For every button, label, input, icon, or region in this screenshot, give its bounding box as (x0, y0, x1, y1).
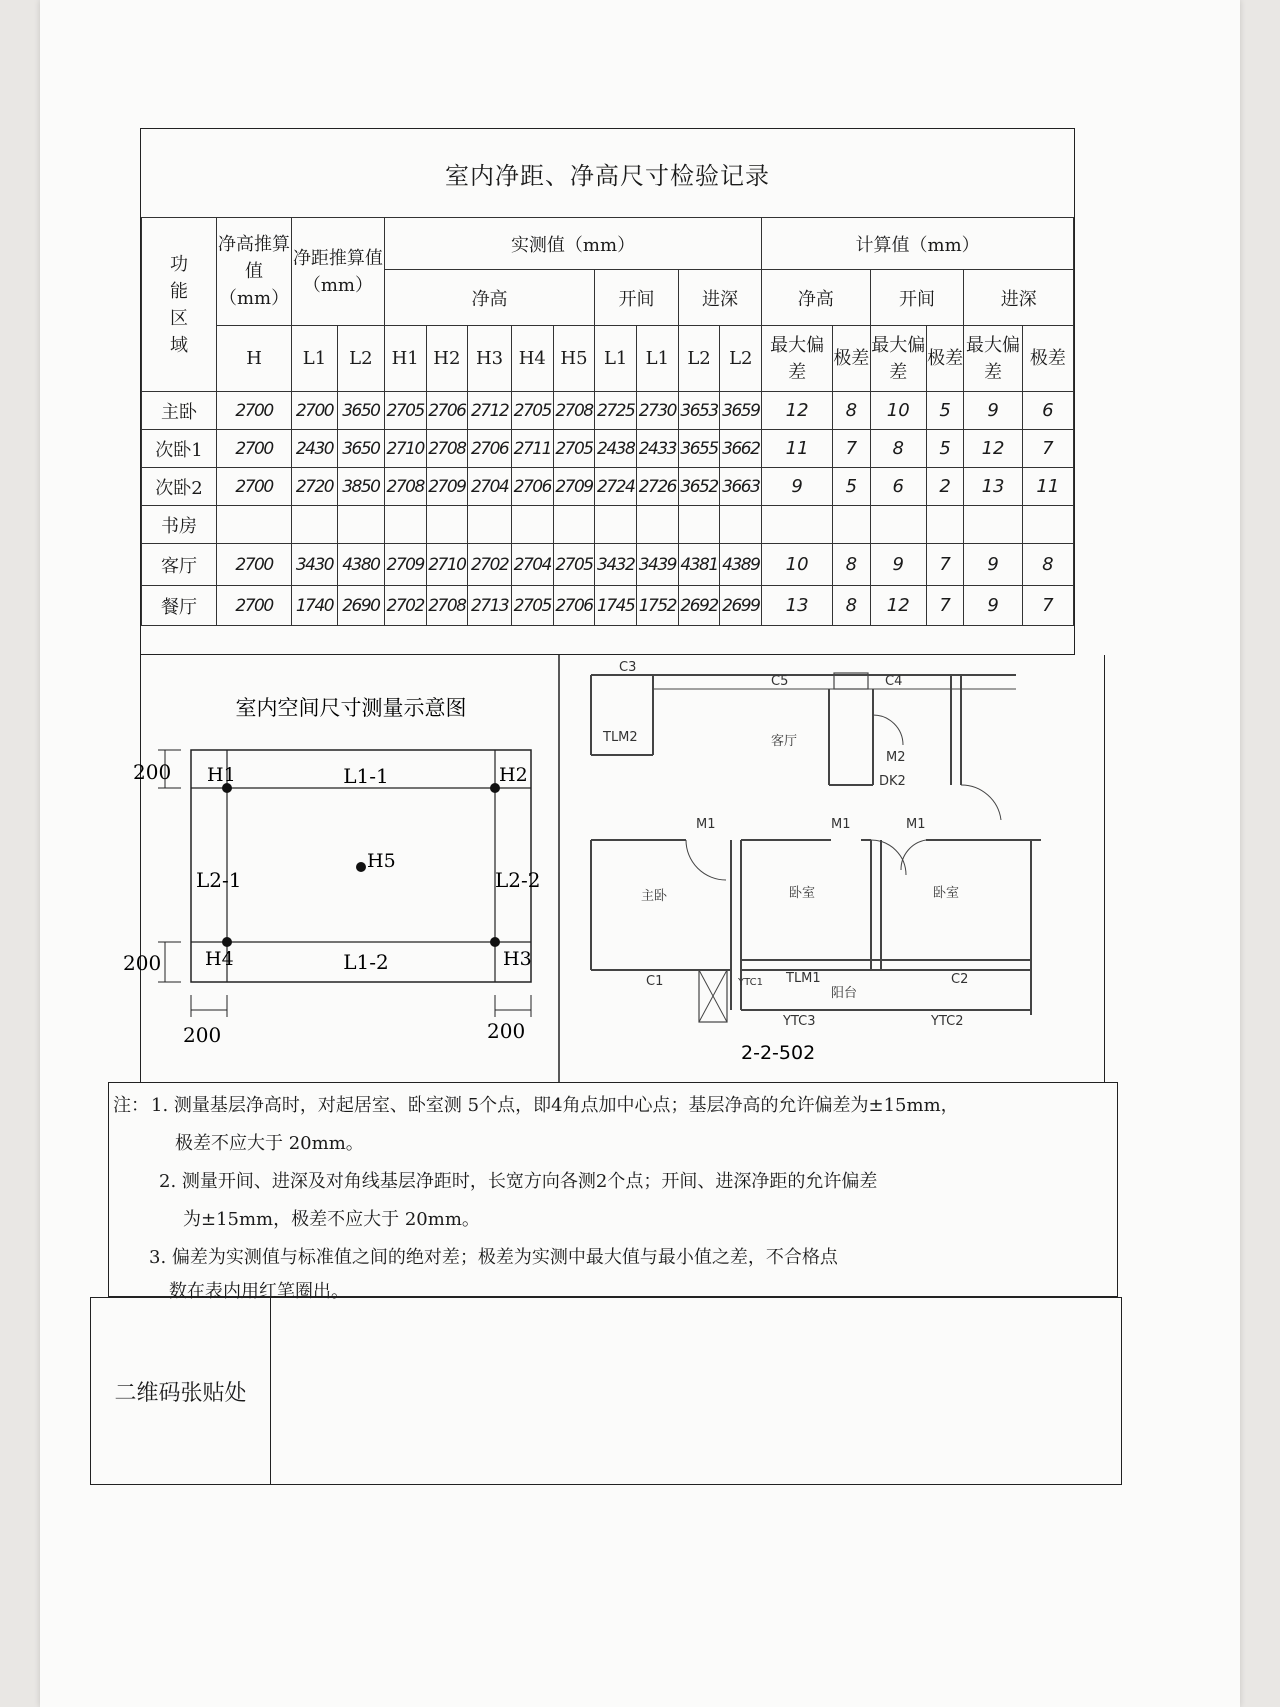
value-cell: 4381 (678, 544, 720, 586)
value-cell: 2708 (553, 392, 595, 430)
header-height-estimate: 净高推算值（mm） (217, 218, 292, 326)
value-cell (595, 506, 637, 544)
value-cell: 3432 (595, 544, 637, 586)
plan-label-c1: C1 (646, 974, 664, 989)
value-cell (762, 506, 833, 544)
value-cell (292, 506, 338, 544)
floor-plan (591, 673, 1041, 1022)
plan-label-balcony: 阳台 (831, 986, 858, 1001)
value-cell: 7 (1022, 430, 1073, 468)
form-title: 室内净距、净高尺寸检验记录 (141, 129, 1074, 218)
dim-200-bottom: 200 (123, 951, 162, 975)
table-row (142, 430, 1074, 468)
value-cell: 2709 (384, 544, 426, 586)
note-3a: 3. 偏差为实测值与标准值之间的绝对差；极差为实测中最大值与最小值之差，不合格点 (149, 1247, 838, 1268)
value-cell: 8 (833, 544, 871, 586)
label-l2-2: L2-2 (495, 868, 541, 892)
value-cell: 12 (870, 586, 926, 626)
value-cell (1022, 506, 1073, 544)
label-h5: H5 (367, 850, 396, 872)
plan-label-c4: C4 (885, 674, 903, 689)
value-cell (511, 506, 553, 544)
value-cell: 6 (870, 468, 926, 506)
label-l1-1: L1-1 (343, 764, 389, 788)
value-cell: 9 (762, 468, 833, 506)
value-cell: 2708 (384, 468, 426, 506)
qr-code-label: 二维码张贴处 (91, 1298, 271, 1484)
value-cell: 2706 (468, 430, 512, 468)
value-cell (384, 506, 426, 544)
plan-label-tlm2: TLM2 (603, 730, 638, 745)
header-range: 极差 (926, 326, 964, 392)
value-cell: 8 (870, 430, 926, 468)
value-cell: 7 (1022, 586, 1073, 626)
schematic-title: 室内空间尺寸测量示意图 (235, 696, 467, 720)
value-cell: 2705 (553, 544, 595, 586)
value-cell: 2705 (511, 586, 553, 626)
dim-200-top: 200 (133, 760, 172, 784)
plan-label-m1-b: M1 (831, 817, 851, 832)
table-row (142, 392, 1074, 430)
value-cell: 7 (926, 586, 964, 626)
code-cell: L1 (595, 326, 637, 392)
value-cell (217, 506, 292, 544)
value-cell: 2699 (720, 586, 762, 626)
value-cell: 2710 (426, 544, 468, 586)
header-calc-depth: 进深 (964, 270, 1074, 326)
header-max-deviation: 最大偏差 (870, 326, 926, 392)
value-cell (553, 506, 595, 544)
value-cell (337, 506, 384, 544)
label-h3: H3 (503, 948, 532, 970)
plan-label-ytc2: YTC2 (931, 1014, 964, 1029)
value-cell (964, 506, 1022, 544)
value-cell: 2706 (553, 586, 595, 626)
value-cell: 3653 (678, 392, 720, 430)
value-cell: 4380 (337, 544, 384, 586)
area-cell: 书房 (142, 506, 217, 544)
value-cell: 2720 (292, 468, 338, 506)
note-1b: 极差不应大于 20mm。 (175, 1133, 364, 1154)
label-h4: H4 (205, 948, 234, 970)
code-cell: H (217, 326, 292, 392)
diagram-section (123, 655, 1105, 1083)
dim-200-right: 200 (487, 1019, 526, 1043)
code-cell: H5 (553, 326, 595, 392)
value-cell: 7 (833, 430, 871, 468)
value-cell: 5 (833, 468, 871, 506)
value-cell: 9 (870, 544, 926, 586)
value-cell: 2708 (426, 586, 468, 626)
value-cell: 10 (762, 544, 833, 586)
value-cell: 2700 (217, 392, 292, 430)
value-cell: 2690 (337, 586, 384, 626)
plan-label-master: 主卧 (641, 889, 668, 904)
table-row (142, 468, 1074, 506)
area-cell: 客厅 (142, 544, 217, 586)
value-cell: 11 (1022, 468, 1073, 506)
header-range: 极差 (1022, 326, 1073, 392)
code-cell: L2 (678, 326, 720, 392)
value-cell: 13 (964, 468, 1022, 506)
value-cell: 2704 (511, 544, 553, 586)
note-2b: 为±15mm，极差不应大于 20mm。 (183, 1209, 480, 1230)
value-cell: 3659 (720, 392, 762, 430)
plan-unit-number: 2-2-502 (741, 1042, 816, 1064)
value-cell: 2709 (553, 468, 595, 506)
value-cell: 2700 (217, 468, 292, 506)
header-range: 极差 (833, 326, 871, 392)
value-cell: 2700 (217, 430, 292, 468)
value-cell: 9 (964, 544, 1022, 586)
header-measured: 实测值（mm） (384, 218, 761, 270)
value-cell: 3650 (337, 392, 384, 430)
measurement-table (141, 217, 1074, 626)
label-h2: H2 (499, 764, 528, 786)
value-cell (833, 506, 871, 544)
value-cell: 2705 (384, 392, 426, 430)
plan-label-c3: C3 (619, 660, 637, 675)
value-cell: 2 (926, 468, 964, 506)
plan-label-c5: C5 (771, 674, 789, 689)
plan-label-ytc3: YTC3 (783, 1014, 816, 1029)
header-calculated: 计算值（mm） (762, 218, 1074, 270)
value-cell: 12 (762, 392, 833, 430)
value-cell: 2711 (511, 430, 553, 468)
header-calc-height: 净高 (762, 270, 870, 326)
plan-label-m1-a: M1 (696, 817, 716, 832)
value-cell (926, 506, 964, 544)
value-cell: 2708 (426, 430, 468, 468)
table-row (142, 544, 1074, 586)
header-distance-estimate: 净距推算值（mm） (292, 218, 385, 326)
header-measured-depth: 进深 (678, 270, 762, 326)
plan-label-bedroom-b: 卧室 (933, 886, 960, 901)
point-h5-marker (356, 862, 366, 872)
value-cell: 3650 (337, 430, 384, 468)
value-cell: 2430 (292, 430, 338, 468)
value-cell: 11 (762, 430, 833, 468)
notes-section (108, 1082, 1118, 1302)
value-cell: 13 (762, 586, 833, 626)
plan-label-bedroom-a: 卧室 (789, 886, 816, 901)
diagram-svg (123, 655, 1104, 1083)
value-cell: 5 (926, 392, 964, 430)
point-h3-marker (490, 937, 500, 947)
value-cell: 2706 (426, 392, 468, 430)
plan-label-ytc1: YTC1 (738, 977, 763, 988)
note-2a: 2. 测量开间、进深及对角线基层净距时，长宽方向各测2个点；开间、进深净距的允许偏差 (159, 1171, 878, 1192)
dim-200-left: 200 (183, 1023, 222, 1047)
value-cell: 10 (870, 392, 926, 430)
label-l1-2: L1-2 (343, 950, 389, 974)
value-cell: 2692 (678, 586, 720, 626)
value-cell: 3850 (337, 468, 384, 506)
value-cell: 2700 (217, 586, 292, 626)
note-3b: 数在表内用红笔圈出。 (169, 1281, 349, 1302)
area-cell: 次卧1 (142, 430, 217, 468)
value-cell (637, 506, 679, 544)
value-cell: 5 (926, 430, 964, 468)
point-h4-marker (222, 937, 232, 947)
value-cell: 2713 (468, 586, 512, 626)
table-row (142, 506, 1074, 544)
value-cell: 1745 (595, 586, 637, 626)
value-cell: 6 (1022, 392, 1073, 430)
value-cell: 2709 (426, 468, 468, 506)
header-measured-width: 开间 (595, 270, 678, 326)
label-l2-1: L2-1 (196, 868, 242, 892)
code-cell: L1 (292, 326, 338, 392)
value-cell: 2725 (595, 392, 637, 430)
value-cell: 8 (833, 586, 871, 626)
header-max-deviation: 最大偏差 (762, 326, 833, 392)
value-cell: 2433 (637, 430, 679, 468)
plan-label-living: 客厅 (771, 734, 798, 749)
note-1a: 1. 测量基层净高时，对起居室、卧室测 5个点，即4角点加中心点；基层净高的允许偏差为±15mm， (151, 1095, 959, 1116)
value-cell: 2705 (511, 392, 553, 430)
code-cell: H2 (426, 326, 468, 392)
code-cell: H3 (468, 326, 512, 392)
value-cell: 2724 (595, 468, 637, 506)
value-cell: 9 (964, 586, 1022, 626)
value-cell: 2702 (384, 586, 426, 626)
value-cell: 3652 (678, 468, 720, 506)
plan-label-tlm1: TLM1 (786, 971, 821, 986)
value-cell: 2726 (637, 468, 679, 506)
value-cell (720, 506, 762, 544)
code-cell: L2 (337, 326, 384, 392)
value-cell (468, 506, 512, 544)
value-cell: 2438 (595, 430, 637, 468)
value-cell: 2712 (468, 392, 512, 430)
code-cell: H4 (511, 326, 553, 392)
value-cell (870, 506, 926, 544)
qr-code-section (90, 1297, 1122, 1485)
value-cell: 3430 (292, 544, 338, 586)
value-cell: 2700 (217, 544, 292, 586)
value-cell: 3663 (720, 468, 762, 506)
code-cell: H1 (384, 326, 426, 392)
value-cell: 1740 (292, 586, 338, 626)
notes-prefix: 注： (113, 1095, 149, 1116)
value-cell: 4389 (720, 544, 762, 586)
table-row (142, 586, 1074, 626)
value-cell: 3662 (720, 430, 762, 468)
value-cell: 7 (926, 544, 964, 586)
area-cell: 餐厅 (142, 586, 217, 626)
value-cell: 9 (964, 392, 1022, 430)
code-cell: L2 (720, 326, 762, 392)
value-cell: 2706 (511, 468, 553, 506)
table-body (142, 392, 1074, 626)
plan-label-dk2: DK2 (879, 774, 906, 789)
value-cell (678, 506, 720, 544)
plan-label-m2: M2 (886, 750, 906, 765)
label-h1: H1 (207, 764, 236, 786)
value-cell: 8 (833, 392, 871, 430)
value-cell: 2710 (384, 430, 426, 468)
plan-label-m1-c: M1 (906, 817, 926, 832)
value-cell: 8 (1022, 544, 1073, 586)
value-cell: 3655 (678, 430, 720, 468)
value-cell (426, 506, 468, 544)
inspection-record-form (140, 128, 1075, 655)
header-code-row (142, 326, 1074, 392)
value-cell: 2705 (553, 430, 595, 468)
area-cell: 主卧 (142, 392, 217, 430)
value-cell: 2730 (637, 392, 679, 430)
header-max-deviation: 最大偏差 (964, 326, 1022, 392)
header-area: 功能区域 (142, 218, 217, 392)
header-calc-width: 开间 (870, 270, 964, 326)
plan-label-c2: C2 (951, 972, 969, 987)
value-cell: 12 (964, 430, 1022, 468)
value-cell: 1752 (637, 586, 679, 626)
value-cell: 2702 (468, 544, 512, 586)
value-cell: 3439 (637, 544, 679, 586)
value-cell: 2704 (468, 468, 512, 506)
value-cell: 2700 (292, 392, 338, 430)
code-cell: L1 (637, 326, 679, 392)
area-cell: 次卧2 (142, 468, 217, 506)
header-measured-height: 净高 (384, 270, 595, 326)
